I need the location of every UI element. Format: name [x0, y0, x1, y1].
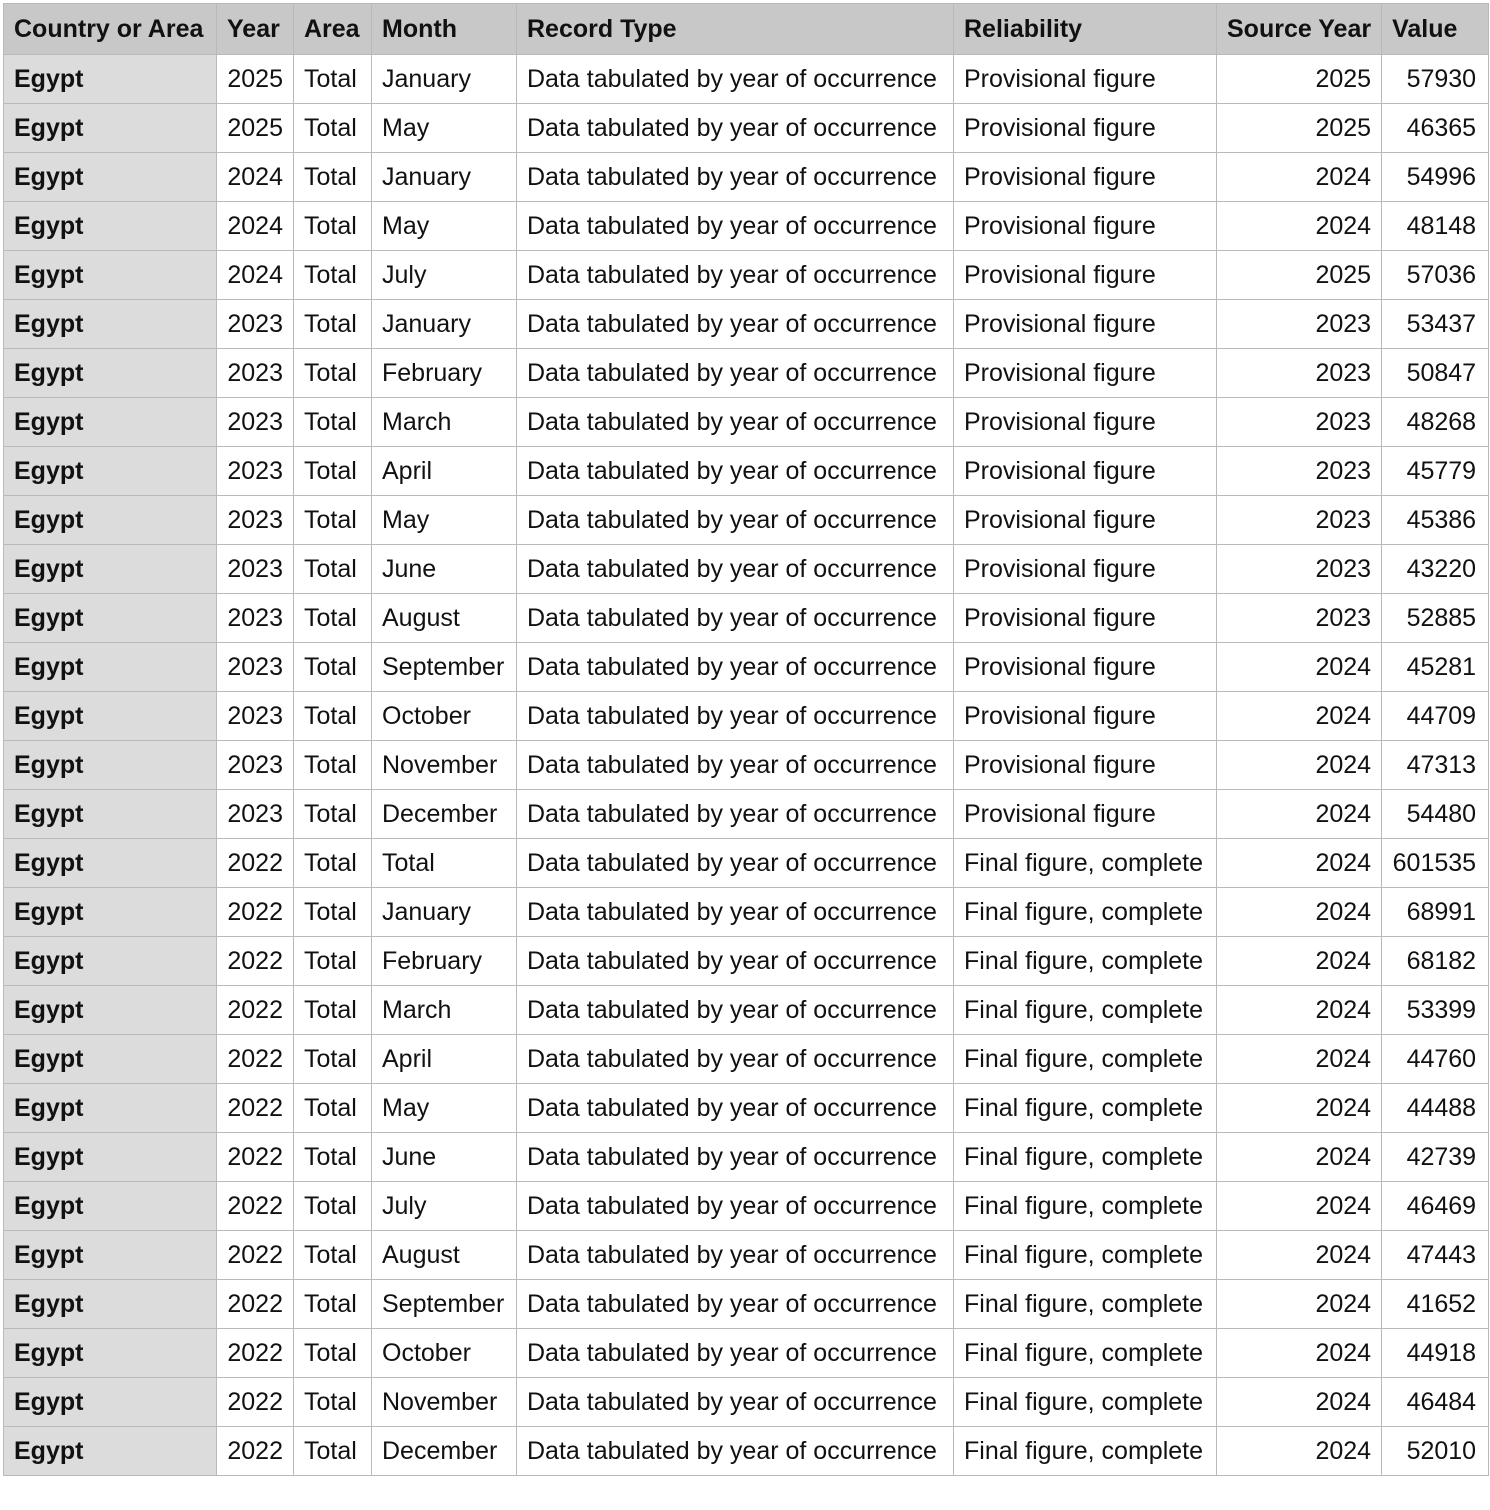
- cell-source-year[interactable]: 2024: [1217, 741, 1382, 790]
- cell-year[interactable]: 2024: [217, 153, 294, 202]
- cell-month[interactable]: September: [372, 643, 517, 692]
- cell-month[interactable]: April: [372, 1035, 517, 1084]
- table-row: [4, 937, 1489, 986]
- table-row: [4, 741, 1489, 790]
- cell-value[interactable]: 52010: [1382, 1427, 1489, 1476]
- cell-country[interactable]: Egypt: [4, 349, 217, 398]
- cell-year[interactable]: 2022: [217, 1084, 294, 1133]
- cell-reliability[interactable]: Provisional figure: [954, 104, 1217, 153]
- cell-reliability[interactable]: Final figure, complete: [954, 1084, 1217, 1133]
- header-row: [4, 4, 1489, 55]
- cell-source-year[interactable]: 2024: [1217, 153, 1382, 202]
- table-row: [4, 104, 1489, 153]
- cell-month[interactable]: November: [372, 1378, 517, 1427]
- table-row: [4, 839, 1489, 888]
- cell-year[interactable]: 2022: [217, 1378, 294, 1427]
- cell-record-type[interactable]: Data tabulated by year of occurrence: [517, 545, 954, 594]
- cell-country[interactable]: Egypt: [4, 741, 217, 790]
- cell-month[interactable]: October: [372, 692, 517, 741]
- cell-area[interactable]: Total: [294, 839, 372, 888]
- header-source-year[interactable]: Source Year: [1217, 4, 1382, 55]
- cell-country[interactable]: Egypt: [4, 839, 217, 888]
- header-value[interactable]: Value: [1382, 4, 1489, 55]
- cell-value[interactable]: 46469: [1382, 1182, 1489, 1231]
- cell-record-type[interactable]: Data tabulated by year of occurrence: [517, 300, 954, 349]
- table-row: [4, 349, 1489, 398]
- cell-area[interactable]: Total: [294, 937, 372, 986]
- cell-source-year[interactable]: 2023: [1217, 300, 1382, 349]
- table-row: [4, 1035, 1489, 1084]
- cell-country[interactable]: Egypt: [4, 300, 217, 349]
- cell-area[interactable]: Total: [294, 398, 372, 447]
- cell-area[interactable]: Total: [294, 1182, 372, 1231]
- cell-country[interactable]: Egypt: [4, 1427, 217, 1476]
- cell-record-type[interactable]: Data tabulated by year of occurrence: [517, 790, 954, 839]
- cell-source-year[interactable]: 2023: [1217, 545, 1382, 594]
- cell-month[interactable]: July: [372, 1182, 517, 1231]
- cell-reliability[interactable]: Provisional figure: [954, 496, 1217, 545]
- cell-value[interactable]: 46365: [1382, 104, 1489, 153]
- cell-value[interactable]: 48148: [1382, 202, 1489, 251]
- cell-month[interactable]: February: [372, 937, 517, 986]
- cell-record-type[interactable]: Data tabulated by year of occurrence: [517, 1084, 954, 1133]
- cell-reliability[interactable]: Provisional figure: [954, 643, 1217, 692]
- cell-area[interactable]: Total: [294, 692, 372, 741]
- table-row: [4, 545, 1489, 594]
- cell-country[interactable]: Egypt: [4, 153, 217, 202]
- cell-source-year[interactable]: 2024: [1217, 1133, 1382, 1182]
- cell-value[interactable]: 601535: [1382, 839, 1489, 888]
- cell-value[interactable]: 54480: [1382, 790, 1489, 839]
- cell-reliability[interactable]: Final figure, complete: [954, 1280, 1217, 1329]
- cell-area[interactable]: Total: [294, 1035, 372, 1084]
- table-row: [4, 1133, 1489, 1182]
- cell-country[interactable]: Egypt: [4, 104, 217, 153]
- cell-area[interactable]: Total: [294, 741, 372, 790]
- cell-source-year[interactable]: 2023: [1217, 447, 1382, 496]
- cell-month[interactable]: January: [372, 888, 517, 937]
- table-row: [4, 986, 1489, 1035]
- cell-area[interactable]: Total: [294, 986, 372, 1035]
- cell-country[interactable]: Egypt: [4, 1182, 217, 1231]
- cell-source-year[interactable]: 2024: [1217, 202, 1382, 251]
- cell-reliability[interactable]: Final figure, complete: [954, 986, 1217, 1035]
- cell-value[interactable]: 43220: [1382, 545, 1489, 594]
- cell-country[interactable]: Egypt: [4, 1231, 217, 1280]
- cell-record-type[interactable]: Data tabulated by year of occurrence: [517, 594, 954, 643]
- table-row: [4, 55, 1489, 104]
- cell-country[interactable]: Egypt: [4, 1280, 217, 1329]
- cell-area[interactable]: Total: [294, 1133, 372, 1182]
- table-row: [4, 447, 1489, 496]
- cell-year[interactable]: 2022: [217, 1231, 294, 1280]
- cell-value[interactable]: 48268: [1382, 398, 1489, 447]
- cell-month[interactable]: August: [372, 1231, 517, 1280]
- cell-area[interactable]: Total: [294, 153, 372, 202]
- cell-source-year[interactable]: 2024: [1217, 888, 1382, 937]
- cell-year[interactable]: 2022: [217, 1133, 294, 1182]
- cell-year[interactable]: 2023: [217, 300, 294, 349]
- cell-value[interactable]: 45386: [1382, 496, 1489, 545]
- cell-year[interactable]: 2022: [217, 888, 294, 937]
- cell-country[interactable]: Egypt: [4, 496, 217, 545]
- cell-value[interactable]: 47313: [1382, 741, 1489, 790]
- header-year[interactable]: Year: [217, 4, 294, 55]
- cell-month[interactable]: January: [372, 55, 517, 104]
- cell-reliability[interactable]: Provisional figure: [954, 790, 1217, 839]
- cell-record-type[interactable]: Data tabulated by year of occurrence: [517, 447, 954, 496]
- cell-area[interactable]: Total: [294, 1378, 372, 1427]
- cell-reliability[interactable]: Final figure, complete: [954, 1231, 1217, 1280]
- cell-value[interactable]: 44918: [1382, 1329, 1489, 1378]
- cell-month[interactable]: May: [372, 1084, 517, 1133]
- cell-year[interactable]: 2023: [217, 398, 294, 447]
- cell-value[interactable]: 54996: [1382, 153, 1489, 202]
- cell-country[interactable]: Egypt: [4, 55, 217, 104]
- cell-reliability[interactable]: Provisional figure: [954, 55, 1217, 104]
- table-row: [4, 251, 1489, 300]
- cell-year[interactable]: 2023: [217, 790, 294, 839]
- cell-country[interactable]: Egypt: [4, 1329, 217, 1378]
- header-country-or-area[interactable]: Country or Area: [4, 4, 217, 55]
- cell-value[interactable]: 68991: [1382, 888, 1489, 937]
- cell-area[interactable]: Total: [294, 1280, 372, 1329]
- cell-country[interactable]: Egypt: [4, 643, 217, 692]
- cell-source-year[interactable]: 2024: [1217, 1231, 1382, 1280]
- cell-area[interactable]: Total: [294, 790, 372, 839]
- cell-area[interactable]: Total: [294, 545, 372, 594]
- cell-reliability[interactable]: Final figure, complete: [954, 1378, 1217, 1427]
- cell-area[interactable]: Total: [294, 888, 372, 937]
- cell-reliability[interactable]: Final figure, complete: [954, 1182, 1217, 1231]
- cell-record-type[interactable]: Data tabulated by year of occurrence: [517, 643, 954, 692]
- cell-source-year[interactable]: 2024: [1217, 692, 1382, 741]
- table-header: [4, 4, 1489, 55]
- cell-area[interactable]: Total: [294, 251, 372, 300]
- cell-value[interactable]: 41652: [1382, 1280, 1489, 1329]
- cell-area[interactable]: Total: [294, 643, 372, 692]
- cell-reliability[interactable]: Provisional figure: [954, 741, 1217, 790]
- table-row: [4, 153, 1489, 202]
- cell-reliability[interactable]: Provisional figure: [954, 447, 1217, 496]
- cell-record-type[interactable]: Data tabulated by year of occurrence: [517, 349, 954, 398]
- cell-area[interactable]: Total: [294, 447, 372, 496]
- cell-record-type[interactable]: Data tabulated by year of occurrence: [517, 202, 954, 251]
- cell-country[interactable]: Egypt: [4, 790, 217, 839]
- cell-source-year[interactable]: 2024: [1217, 1035, 1382, 1084]
- cell-year[interactable]: 2023: [217, 594, 294, 643]
- cell-month[interactable]: October: [372, 1329, 517, 1378]
- cell-month[interactable]: May: [372, 104, 517, 153]
- cell-month[interactable]: September: [372, 1280, 517, 1329]
- cell-source-year[interactable]: 2024: [1217, 1378, 1382, 1427]
- cell-reliability[interactable]: Final figure, complete: [954, 1427, 1217, 1476]
- cell-record-type[interactable]: Data tabulated by year of occurrence: [517, 153, 954, 202]
- cell-value[interactable]: 45281: [1382, 643, 1489, 692]
- cell-country[interactable]: Egypt: [4, 545, 217, 594]
- cell-source-year[interactable]: 2023: [1217, 496, 1382, 545]
- cell-source-year[interactable]: 2024: [1217, 1084, 1382, 1133]
- cell-country[interactable]: Egypt: [4, 888, 217, 937]
- cell-reliability[interactable]: Final figure, complete: [954, 937, 1217, 986]
- cell-year[interactable]: 2023: [217, 496, 294, 545]
- cell-source-year[interactable]: 2025: [1217, 251, 1382, 300]
- cell-month[interactable]: May: [372, 202, 517, 251]
- cell-source-year[interactable]: 2025: [1217, 104, 1382, 153]
- cell-source-year[interactable]: 2023: [1217, 594, 1382, 643]
- cell-reliability[interactable]: Provisional figure: [954, 251, 1217, 300]
- cell-value[interactable]: 53399: [1382, 986, 1489, 1035]
- cell-country[interactable]: Egypt: [4, 1084, 217, 1133]
- cell-year[interactable]: 2023: [217, 741, 294, 790]
- cell-year[interactable]: 2022: [217, 839, 294, 888]
- cell-month[interactable]: April: [372, 447, 517, 496]
- cell-value[interactable]: 68182: [1382, 937, 1489, 986]
- cell-reliability[interactable]: Final figure, complete: [954, 888, 1217, 937]
- cell-year[interactable]: 2023: [217, 349, 294, 398]
- cell-year[interactable]: 2022: [217, 937, 294, 986]
- cell-value[interactable]: 44760: [1382, 1035, 1489, 1084]
- cell-record-type[interactable]: Data tabulated by year of occurrence: [517, 1035, 954, 1084]
- cell-record-type[interactable]: Data tabulated by year of occurrence: [517, 1427, 954, 1476]
- cell-year[interactable]: 2023: [217, 545, 294, 594]
- cell-record-type[interactable]: Data tabulated by year of occurrence: [517, 839, 954, 888]
- cell-record-type[interactable]: Data tabulated by year of occurrence: [517, 1182, 954, 1231]
- cell-source-year[interactable]: 2024: [1217, 790, 1382, 839]
- table-row: [4, 888, 1489, 937]
- table-row: [4, 692, 1489, 741]
- cell-record-type[interactable]: Data tabulated by year of occurrence: [517, 496, 954, 545]
- cell-year[interactable]: 2024: [217, 251, 294, 300]
- cell-area[interactable]: Total: [294, 55, 372, 104]
- header-record-type[interactable]: Record Type: [517, 4, 954, 55]
- table-row: [4, 398, 1489, 447]
- cell-value[interactable]: 53437: [1382, 300, 1489, 349]
- cell-source-year[interactable]: 2024: [1217, 937, 1382, 986]
- cell-record-type[interactable]: Data tabulated by year of occurrence: [517, 692, 954, 741]
- cell-country[interactable]: Egypt: [4, 986, 217, 1035]
- cell-month[interactable]: March: [372, 986, 517, 1035]
- cell-month[interactable]: June: [372, 1133, 517, 1182]
- cell-year[interactable]: 2022: [217, 1427, 294, 1476]
- cell-record-type[interactable]: Data tabulated by year of occurrence: [517, 986, 954, 1035]
- cell-month[interactable]: January: [372, 300, 517, 349]
- cell-value[interactable]: 57930: [1382, 55, 1489, 104]
- cell-month[interactable]: January: [372, 153, 517, 202]
- cell-year[interactable]: 2023: [217, 447, 294, 496]
- header-area[interactable]: Area: [294, 4, 372, 55]
- cell-reliability[interactable]: Final figure, complete: [954, 839, 1217, 888]
- cell-area[interactable]: Total: [294, 1084, 372, 1133]
- cell-value[interactable]: 42739: [1382, 1133, 1489, 1182]
- cell-value[interactable]: 45779: [1382, 447, 1489, 496]
- cell-value[interactable]: 57036: [1382, 251, 1489, 300]
- cell-record-type[interactable]: Data tabulated by year of occurrence: [517, 1280, 954, 1329]
- cell-record-type[interactable]: Data tabulated by year of occurrence: [517, 1329, 954, 1378]
- cell-record-type[interactable]: Data tabulated by year of occurrence: [517, 1378, 954, 1427]
- cell-year[interactable]: 2023: [217, 692, 294, 741]
- data-table: [3, 3, 1489, 1476]
- table-row: [4, 1378, 1489, 1427]
- cell-reliability[interactable]: Provisional figure: [954, 545, 1217, 594]
- cell-year[interactable]: 2022: [217, 1182, 294, 1231]
- cell-source-year[interactable]: 2024: [1217, 1280, 1382, 1329]
- cell-country[interactable]: Egypt: [4, 692, 217, 741]
- table-row: [4, 594, 1489, 643]
- cell-reliability[interactable]: Provisional figure: [954, 300, 1217, 349]
- cell-country[interactable]: Egypt: [4, 937, 217, 986]
- table-row: [4, 202, 1489, 251]
- cell-year[interactable]: 2022: [217, 986, 294, 1035]
- cell-record-type[interactable]: Data tabulated by year of occurrence: [517, 251, 954, 300]
- cell-year[interactable]: 2025: [217, 104, 294, 153]
- cell-reliability[interactable]: Provisional figure: [954, 202, 1217, 251]
- cell-record-type[interactable]: Data tabulated by year of occurrence: [517, 104, 954, 153]
- cell-month[interactable]: May: [372, 496, 517, 545]
- cell-record-type[interactable]: Data tabulated by year of occurrence: [517, 55, 954, 104]
- cell-source-year[interactable]: 2024: [1217, 1427, 1382, 1476]
- cell-area[interactable]: Total: [294, 104, 372, 153]
- cell-year[interactable]: 2022: [217, 1280, 294, 1329]
- cell-record-type[interactable]: Data tabulated by year of occurrence: [517, 1231, 954, 1280]
- cell-month[interactable]: August: [372, 594, 517, 643]
- cell-month[interactable]: December: [372, 790, 517, 839]
- cell-value[interactable]: 50847: [1382, 349, 1489, 398]
- table-row: [4, 496, 1489, 545]
- cell-area[interactable]: Total: [294, 202, 372, 251]
- cell-record-type[interactable]: Data tabulated by year of occurrence: [517, 398, 954, 447]
- cell-month[interactable]: March: [372, 398, 517, 447]
- cell-area[interactable]: Total: [294, 1231, 372, 1280]
- cell-area[interactable]: Total: [294, 594, 372, 643]
- cell-reliability[interactable]: Final figure, complete: [954, 1329, 1217, 1378]
- cell-area[interactable]: Total: [294, 349, 372, 398]
- cell-country[interactable]: Egypt: [4, 1378, 217, 1427]
- cell-country[interactable]: Egypt: [4, 251, 217, 300]
- cell-area[interactable]: Total: [294, 1329, 372, 1378]
- cell-record-type[interactable]: Data tabulated by year of occurrence: [517, 937, 954, 986]
- cell-reliability[interactable]: Provisional figure: [954, 692, 1217, 741]
- cell-value[interactable]: 46484: [1382, 1378, 1489, 1427]
- cell-record-type[interactable]: Data tabulated by year of occurrence: [517, 888, 954, 937]
- cell-country[interactable]: Egypt: [4, 1035, 217, 1084]
- cell-record-type[interactable]: Data tabulated by year of occurrence: [517, 741, 954, 790]
- cell-country[interactable]: Egypt: [4, 202, 217, 251]
- cell-reliability[interactable]: Final figure, complete: [954, 1133, 1217, 1182]
- cell-source-year[interactable]: 2024: [1217, 986, 1382, 1035]
- cell-country[interactable]: Egypt: [4, 594, 217, 643]
- table-row: [4, 1084, 1489, 1133]
- header-month[interactable]: Month: [372, 4, 517, 55]
- cell-source-year[interactable]: 2025: [1217, 55, 1382, 104]
- cell-country[interactable]: Egypt: [4, 447, 217, 496]
- cell-area[interactable]: Total: [294, 496, 372, 545]
- cell-year[interactable]: 2022: [217, 1329, 294, 1378]
- cell-reliability[interactable]: Provisional figure: [954, 594, 1217, 643]
- cell-value[interactable]: 47443: [1382, 1231, 1489, 1280]
- table-row: [4, 1329, 1489, 1378]
- cell-country[interactable]: Egypt: [4, 398, 217, 447]
- cell-month[interactable]: July: [372, 251, 517, 300]
- cell-value[interactable]: 44488: [1382, 1084, 1489, 1133]
- cell-month[interactable]: February: [372, 349, 517, 398]
- header-reliability[interactable]: Reliability: [954, 4, 1217, 55]
- cell-year[interactable]: 2023: [217, 643, 294, 692]
- cell-year[interactable]: 2025: [217, 55, 294, 104]
- cell-area[interactable]: Total: [294, 1427, 372, 1476]
- cell-source-year[interactable]: 2024: [1217, 1182, 1382, 1231]
- cell-source-year[interactable]: 2024: [1217, 839, 1382, 888]
- table-row: [4, 300, 1489, 349]
- cell-month[interactable]: June: [372, 545, 517, 594]
- cell-record-type[interactable]: Data tabulated by year of occurrence: [517, 1133, 954, 1182]
- cell-value[interactable]: 52885: [1382, 594, 1489, 643]
- cell-source-year[interactable]: 2023: [1217, 398, 1382, 447]
- cell-area[interactable]: Total: [294, 300, 372, 349]
- cell-month[interactable]: Total: [372, 839, 517, 888]
- cell-month[interactable]: November: [372, 741, 517, 790]
- cell-value[interactable]: 44709: [1382, 692, 1489, 741]
- table-body: [4, 55, 1489, 1476]
- cell-source-year[interactable]: 2024: [1217, 643, 1382, 692]
- cell-source-year[interactable]: 2024: [1217, 1329, 1382, 1378]
- cell-reliability[interactable]: Provisional figure: [954, 153, 1217, 202]
- table-row: [4, 1231, 1489, 1280]
- cell-country[interactable]: Egypt: [4, 1133, 217, 1182]
- table-row: [4, 1427, 1489, 1476]
- cell-source-year[interactable]: 2023: [1217, 349, 1382, 398]
- table-row: [4, 643, 1489, 692]
- data-sheet: [3, 3, 1489, 1476]
- cell-reliability[interactable]: Provisional figure: [954, 398, 1217, 447]
- cell-month[interactable]: December: [372, 1427, 517, 1476]
- table-row: [4, 1280, 1489, 1329]
- cell-year[interactable]: 2022: [217, 1035, 294, 1084]
- cell-reliability[interactable]: Final figure, complete: [954, 1035, 1217, 1084]
- table-row: [4, 790, 1489, 839]
- cell-year[interactable]: 2024: [217, 202, 294, 251]
- table-row: [4, 1182, 1489, 1231]
- cell-reliability[interactable]: Provisional figure: [954, 349, 1217, 398]
